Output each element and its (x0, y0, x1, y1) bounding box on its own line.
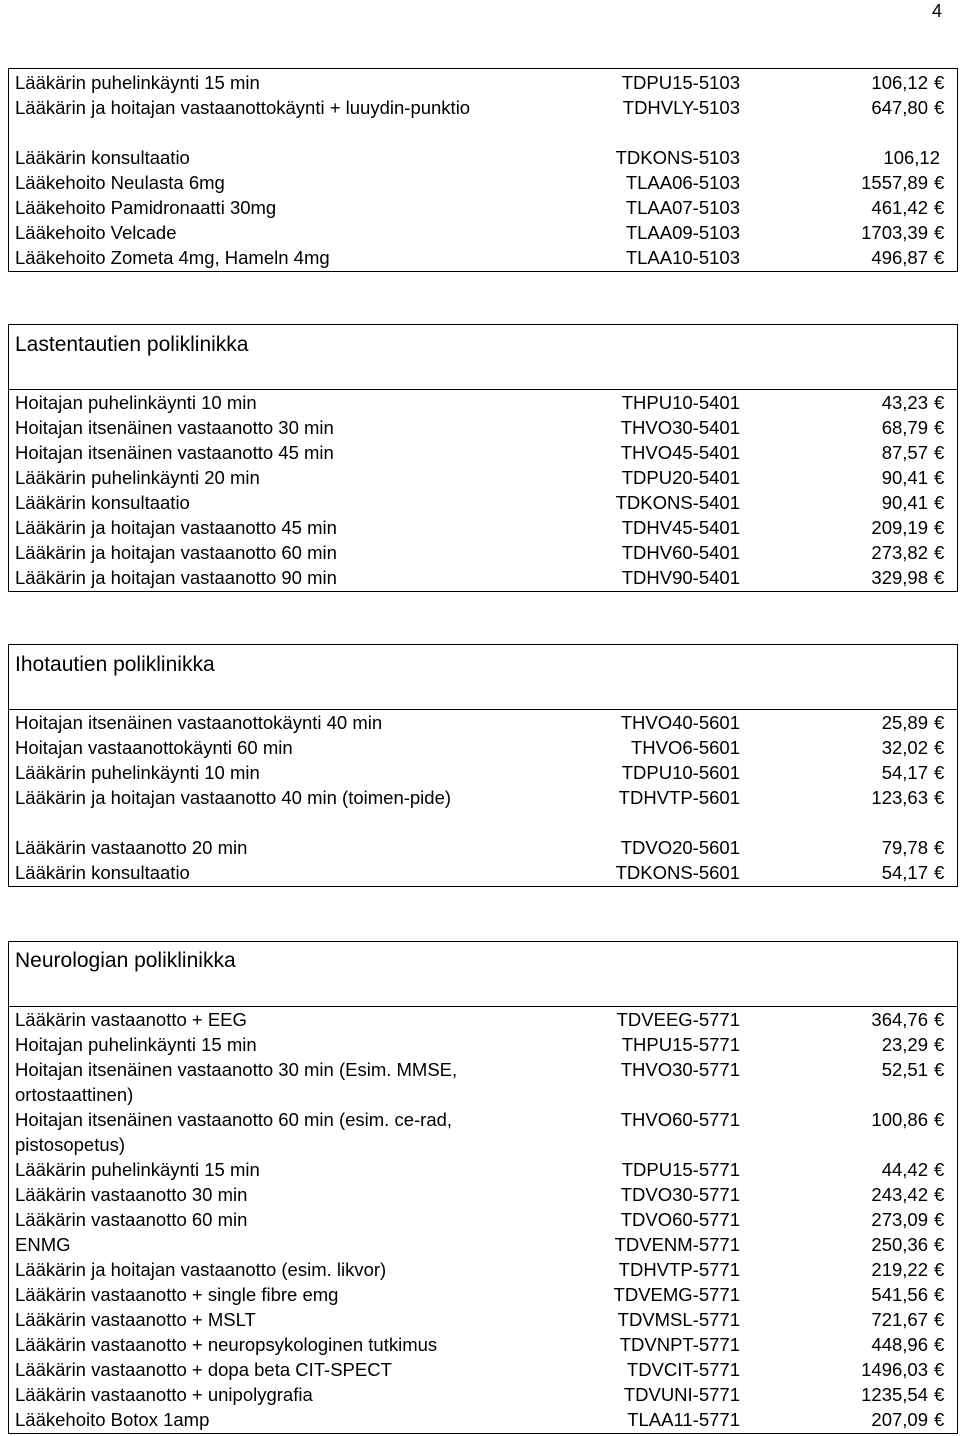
service-name: Lääkärin ja hoitajan vastaanotto 45 min (15, 517, 337, 538)
euro-icon: € (934, 247, 945, 268)
service-price: 461,42 (871, 197, 928, 218)
service-code: TDVO20-5601 (620, 837, 740, 858)
service-code: TDKONS-5103 (615, 147, 740, 168)
service-code: TDVEEG-5771 (616, 1009, 740, 1030)
euro-icon: € (934, 392, 945, 413)
euro-icon: € (934, 762, 945, 783)
service-price: 541,56 (871, 1284, 928, 1305)
service-code: TDHVTP-5601 (618, 787, 740, 808)
service-code: THPU15-5771 (621, 1034, 740, 1055)
euro-icon: € (934, 97, 945, 118)
euro-icon: € (934, 197, 945, 218)
euro-icon: € (934, 837, 945, 858)
service-name: Lääkärin vastaanotto + unipolygrafia (15, 1384, 313, 1405)
service-price: 106,12 (871, 72, 928, 93)
service-price: 721,67 (871, 1309, 928, 1330)
service-name: Hoitajan itsenäinen vastaanotto 60 min (esim. ce-rad, pistosopetus) (15, 1109, 453, 1155)
service-name: Lääkärin vastaanotto + single fibre emg (15, 1284, 339, 1305)
page-number: 4 (931, 1, 942, 21)
euro-icon: € (934, 517, 945, 538)
service-price: 23,29 (881, 1034, 928, 1055)
service-code: THPU10-5401 (621, 392, 740, 413)
euro-icon: € (934, 567, 945, 588)
service-price: 44,42 (881, 1159, 928, 1180)
service-name: Hoitajan puhelinkäynti 10 min (15, 392, 257, 413)
service-price: 1235,54 (861, 1384, 928, 1405)
service-price: 496,87 (871, 247, 928, 268)
euro-icon: € (934, 862, 945, 883)
service-name: Lääkehoito Pamidronaatti 30mg (15, 197, 277, 218)
service-code: THVO30-5771 (620, 1059, 740, 1080)
service-price: 1703,39 (861, 222, 928, 243)
service-price: 100,86 (871, 1109, 928, 1130)
service-name: Lääkärin ja hoitajan vastaanottokäynti + luuydin-punktio (15, 97, 471, 118)
service-code: TDHV90-5401 (621, 567, 740, 588)
service-name: ENMG (15, 1234, 71, 1255)
service-name: Lääkärin konsultaatio (15, 492, 190, 513)
euro-icon: € (934, 1009, 945, 1030)
euro-icon: € (934, 787, 945, 808)
euro-icon: € (934, 1034, 945, 1055)
service-code: TDKONS-5601 (615, 862, 740, 883)
service-code: TDVO60-5771 (620, 1209, 740, 1230)
euro-icon: € (934, 1409, 945, 1430)
service-price: 273,09 (871, 1209, 928, 1230)
service-price: 52,51 (881, 1059, 928, 1080)
service-name: Lääkehoito Velcade (15, 222, 177, 243)
euro-icon: € (934, 1109, 945, 1130)
service-name: Lääkärin ja hoitajan vastaanotto (esim. likvor) (15, 1259, 387, 1280)
service-code: TDHV45-5401 (621, 517, 740, 538)
service-price: 219,22 (871, 1259, 928, 1280)
section-heading: Ihotautien poliklinikka (8, 644, 958, 710)
service-price: 207,09 (871, 1409, 928, 1430)
service-code: THVO40-5601 (620, 712, 740, 733)
service-name: Lääkehoito Botox 1amp (15, 1409, 210, 1430)
euro-icon: € (934, 417, 945, 438)
service-code: TDVO30-5771 (620, 1184, 740, 1205)
service-name: Lääkärin ja hoitajan vastaanotto 40 min (toimen-pide) (15, 787, 452, 808)
service-name: Hoitajan itsenäinen vastaanottokäynti 40 min (15, 712, 383, 733)
service-code: TDVCIT-5771 (626, 1359, 740, 1380)
service-price: 106,12 (883, 147, 940, 168)
service-code: TDVMSL-5771 (617, 1309, 740, 1330)
service-name: Lääkärin vastaanotto 60 min (15, 1209, 248, 1230)
service-name: Lääkärin vastaanotto 20 min (15, 837, 248, 858)
service-code: TLAA06-5103 (625, 172, 740, 193)
service-code: TDVEMG-5771 (613, 1284, 740, 1305)
service-code: TDVUNI-5771 (623, 1384, 740, 1405)
service-name: Lääkärin puhelinkäynti 10 min (15, 762, 260, 783)
service-name: Lääkärin puhelinkäynti 20 min (15, 467, 260, 488)
euro-icon: € (934, 1309, 945, 1330)
service-price: 243,42 (871, 1184, 928, 1205)
service-code: THVO6-5601 (631, 737, 740, 758)
service-name: Lääkärin vastaanotto + EEG (15, 1009, 247, 1030)
service-price: 364,76 (871, 1009, 928, 1030)
service-price: 647,80 (871, 97, 928, 118)
euro-icon: € (934, 1159, 945, 1180)
service-code: THVO30-5401 (620, 417, 740, 438)
service-code: TLAA10-5103 (625, 247, 740, 268)
service-price: 209,19 (871, 517, 928, 538)
euro-icon: € (934, 737, 945, 758)
service-name: Lääkärin konsultaatio (15, 147, 190, 168)
service-name: Lääkärin puhelinkäynti 15 min (15, 72, 260, 93)
service-price: 79,78 (881, 837, 928, 858)
service-name: Lääkehoito Zometa 4mg, Hameln 4mg (15, 247, 330, 268)
service-name: Hoitajan itsenäinen vastaanotto 30 min (Esim. MMSE, ortostaattinen) (15, 1059, 458, 1105)
service-name: Lääkärin vastaanotto + MSLT (15, 1309, 256, 1330)
euro-icon: € (934, 1059, 945, 1080)
euro-icon: € (934, 467, 945, 488)
service-price: 68,79 (881, 417, 928, 438)
service-code: THVO45-5401 (620, 442, 740, 463)
service-price: 123,63 (871, 787, 928, 808)
service-price: 87,57 (881, 442, 928, 463)
service-name: Lääkärin vastaanotto 30 min (15, 1184, 248, 1205)
service-code: TDHV60-5401 (621, 542, 740, 563)
euro-icon: € (934, 442, 945, 463)
service-price: 273,82 (871, 542, 928, 563)
service-price: 32,02 (881, 737, 928, 758)
service-code: TDPU15-5103 (621, 72, 740, 93)
service-code: TLAA11-5771 (627, 1409, 740, 1430)
service-code: TDPU20-5401 (621, 467, 740, 488)
euro-icon: € (934, 1284, 945, 1305)
service-code: TDVNPT-5771 (619, 1334, 740, 1355)
euro-icon: € (934, 72, 945, 93)
euro-icon: € (934, 1359, 945, 1380)
service-name: Lääkärin konsultaatio (15, 862, 190, 883)
service-name: Hoitajan puhelinkäynti 15 min (15, 1034, 257, 1055)
euro-icon: € (934, 542, 945, 563)
service-price: 250,36 (871, 1234, 928, 1255)
service-code: TDHVTP-5771 (618, 1259, 740, 1280)
service-price: 54,17 (881, 762, 928, 783)
service-name: Hoitajan itsenäinen vastaanotto 45 min (15, 442, 334, 463)
euro-icon: € (934, 222, 945, 243)
service-name: Lääkärin ja hoitajan vastaanotto 60 min (15, 542, 337, 563)
service-price: 25,89 (881, 712, 928, 733)
service-price: 448,96 (871, 1334, 928, 1355)
service-name: Hoitajan vastaanottokäynti 60 min (15, 737, 293, 758)
service-code: THVO60-5771 (620, 1109, 740, 1130)
service-price: 1496,03 (861, 1359, 928, 1380)
service-code: TLAA07-5103 (625, 197, 740, 218)
service-name: Hoitajan itsenäinen vastaanotto 30 min (15, 417, 334, 438)
service-price: 54,17 (881, 862, 928, 883)
service-price: 1557,89 (861, 172, 928, 193)
service-name: Lääkärin vastaanotto + dopa beta CIT-SPECT (15, 1359, 392, 1380)
service-code: TLAA09-5103 (625, 222, 740, 243)
service-price: 90,41 (881, 467, 928, 488)
euro-icon: € (934, 492, 945, 513)
euro-icon: € (934, 712, 945, 733)
euro-icon: € (934, 172, 945, 193)
euro-icon: € (934, 1234, 945, 1255)
section-heading: Neurologian poliklinikka (8, 941, 958, 1007)
euro-icon: € (934, 1184, 945, 1205)
service-code: TDKONS-5401 (615, 492, 740, 513)
service-name: Lääkehoito Neulasta 6mg (15, 172, 225, 193)
euro-icon: € (934, 1259, 945, 1280)
service-name: Lääkärin vastaanotto + neuropsykologinen tutkimus (15, 1334, 438, 1355)
service-name: Lääkärin ja hoitajan vastaanotto 90 min (15, 567, 337, 588)
section-heading: Lastentautien poliklinikka (8, 324, 958, 390)
service-code: TDVENM-5771 (614, 1234, 740, 1255)
euro-icon: € (934, 1334, 945, 1355)
service-code: TDPU15-5771 (621, 1159, 740, 1180)
service-price: 90,41 (881, 492, 928, 513)
service-price: 43,23 (881, 392, 928, 413)
service-price: 329,98 (871, 567, 928, 588)
service-code: TDHVLY-5103 (622, 97, 740, 118)
service-name: Lääkärin puhelinkäynti 15 min (15, 1159, 260, 1180)
euro-icon: € (934, 1384, 945, 1405)
euro-icon: € (934, 1209, 945, 1230)
service-code: TDPU10-5601 (621, 762, 740, 783)
